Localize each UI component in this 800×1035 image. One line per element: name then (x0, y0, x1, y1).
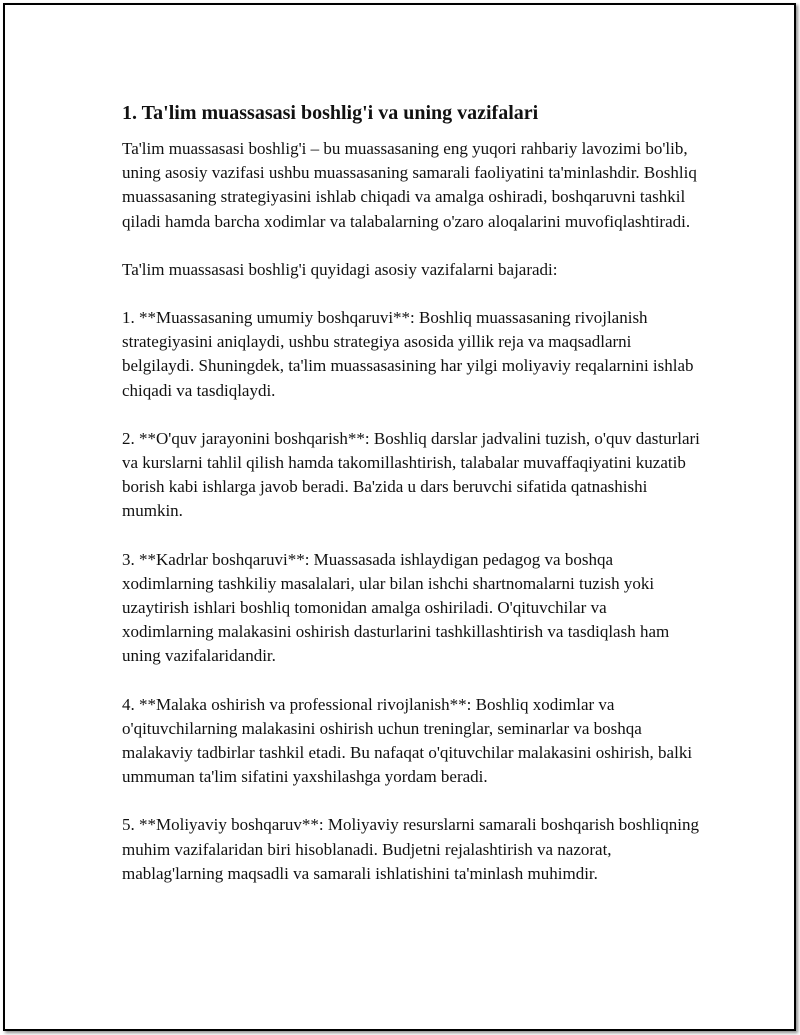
duty-item-2: 2. **O'quv jarayonini boshqarish**: Boshliq darslar jadvalini tuzish, o'quv dasturlari va kurslarni tahlil qilish hamda takomillashtirish, talabalar muvaffaqiyatini kuzatib borish kabi ishlarga javob beradi. Ba'zida u dars beruvchi sifatida qatnashishi mumkin. (122, 428, 700, 521)
duty-item-4: 4. **Malaka oshirish va professional rivojlanish**: Boshliq xodimlar va o'qituvchilarning malakasini oshirish uchun treninglar, seminarlar va boshqa malakaviy tadbirlar tashkil etadi. Bu nafaqat o'qituvchilar malakasini oshirish, balki ummuman ta'lim sifatini yaxshilashga yordam beradi. (122, 694, 693, 787)
duty-item-5: 5. **Moliyaviy boshqaruv**: Moliyaviy resurslarni samarali boshqarish boshliqning muhim vazifalaridan biri hisoblanadi. Budjetni rejalashtirish va nazorat, mablag'larning maqsadli va samarali ishlatishini ta'minlash muhimdir. (122, 815, 699, 883)
duty-item-1: 1. **Muassasaning umumiy boshqaruvi**: Boshliq muassasaning rivojlanish strategiyasini aniqlaydi, ushbu strategiya asosida yillik reja va maqsadlarni belgilaydi. Shuningdek, ta'lim muassasasining har yilgi moliyaviy reqalarnini ishlab chiqadi va tasdiqlaydi. (122, 308, 694, 400)
page-frame (3, 3, 796, 1031)
duty-item-3: 3. **Kadrlar boshqaruvi**: Muassasada ishlaydigan pedagog va boshqa xodimlarning tashkiliy masalalari, ular bilan ishchi shartnomalarni tuzish yoki uzaytirish ishlari boshliq tomonidan amalga oshiriladi. O'qituvchilar va xodimlarning malakasini oshirish dasturlarini tashkillashtirish va tasdiqlash ham uning vazifalaridandir. (122, 549, 670, 666)
intro-paragraph: Ta'lim muassasasi boshlig'i – bu muassasaning eng yuqori rahbariy lavozimi bo'lib, uning asosiy vazifasi ushbu muassasaning samarali faoliyatini ta'minlashdir. Boshliq muassasaning strategiyasini ishlab chiqadi va amalga oshiradi, boshqaruvni tashkil qiladi hamda barcha xodimlar va talabalarning o'zaro aloqalarini muvofiqlashtiradi. (122, 139, 697, 231)
duties-lead-paragraph: Ta'lim muassasasi boshlig'i quyidagi asosiy vazifalarni bajaradi: (122, 259, 558, 279)
section-heading: 1. Ta'lim muassasasi boshlig'i va uning vazifalari (122, 102, 539, 124)
document-body (122, 99, 702, 910)
